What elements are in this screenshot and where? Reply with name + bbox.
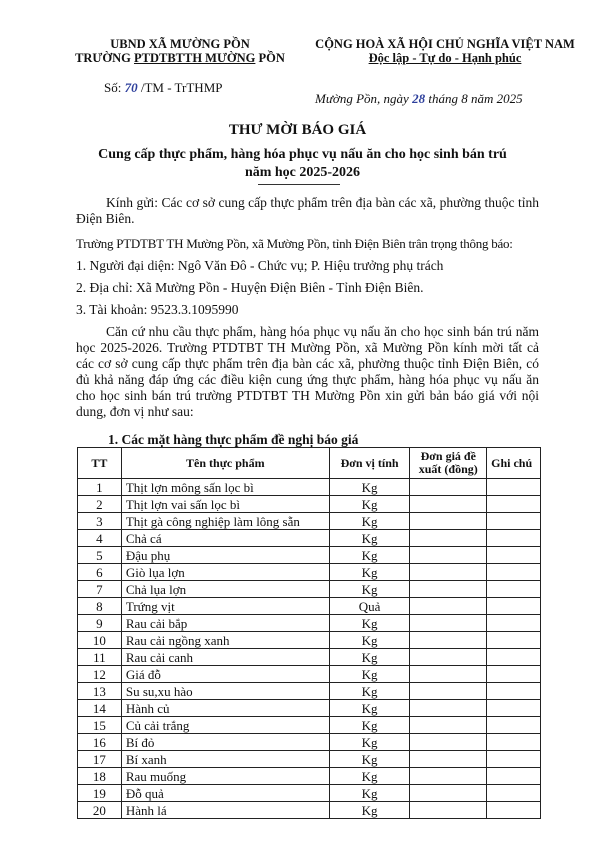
table-row bbox=[78, 751, 541, 768]
col-header-name: Tên thực phẩm bbox=[121, 448, 329, 479]
cell-note bbox=[487, 717, 541, 734]
cell-food-name: Hành củ bbox=[121, 700, 329, 717]
issuer-line-2: TRƯỜNG PTDTBTTH MƯỜNG PỒN bbox=[75, 51, 285, 65]
cell-price bbox=[410, 496, 487, 513]
cell-unit: Kg bbox=[329, 530, 410, 547]
cell-price bbox=[410, 717, 487, 734]
cell-tt: 19 bbox=[78, 785, 122, 802]
cell-note bbox=[487, 513, 541, 530]
issuer-block bbox=[60, 37, 300, 65]
cell-note bbox=[487, 615, 541, 632]
cell-unit: Kg bbox=[329, 717, 410, 734]
cell-unit: Kg bbox=[329, 683, 410, 700]
cell-food-name: Rau cải ngồng xanh bbox=[121, 632, 329, 649]
table-row bbox=[78, 734, 541, 751]
cell-tt: 9 bbox=[78, 615, 122, 632]
cell-unit: Kg bbox=[329, 547, 410, 564]
cell-note bbox=[487, 649, 541, 666]
cell-note bbox=[487, 751, 541, 768]
cell-food-name: Bí đỏ bbox=[121, 734, 329, 751]
date-day: 28 bbox=[412, 91, 426, 106]
cell-food-name: Trứng vịt bbox=[121, 598, 329, 615]
cell-food-name: Su su,xu hào bbox=[121, 683, 329, 700]
table-row bbox=[78, 802, 541, 819]
cell-food-name: Giá đỗ bbox=[121, 666, 329, 683]
basis-paragraph: Căn cứ nhu cầu thực phẩm, hàng hóa phục vụ nấu ăn cho học sinh bán trú năm học 2025-2026. Trường PTDTBT TH Mường Pồn, xã Mường Pồn kính mời tất cả các cơ sở cung cấp thực phẩm trên địa bàn các xã, phường thuộc tỉnh Điện Biên, có đủ khả năng đáp ứng các điều kiện cung ứng thực phẩm, hàng hóa phục vụ nấu ăn cho học sinh bán trú trường PTDTBT TH Mường Pồn xin gửi bản báo giá với nội dung, đơn vị như sau: bbox=[76, 324, 539, 419]
national-motto-block bbox=[300, 37, 590, 65]
title-divider bbox=[258, 184, 340, 185]
table-row bbox=[78, 785, 541, 802]
cell-tt: 6 bbox=[78, 564, 122, 581]
document-number-value: 70 bbox=[124, 80, 138, 95]
cell-tt: 18 bbox=[78, 768, 122, 785]
table-row bbox=[78, 547, 541, 564]
issuer-line-1: UBND XÃ MƯỜNG PỒN bbox=[110, 37, 250, 51]
cell-tt: 1 bbox=[78, 479, 122, 496]
cell-food-name: Thịt lợn mông sấn lọc bì bbox=[121, 479, 329, 496]
cell-food-name: Thịt lợn vai sấn lọc bì bbox=[121, 496, 329, 513]
col-header-price: Đơn giá đề xuất (đồng) bbox=[410, 448, 487, 479]
table-row bbox=[78, 666, 541, 683]
cell-price bbox=[410, 751, 487, 768]
cell-food-name: Chả lụa lợn bbox=[121, 581, 329, 598]
cell-tt: 20 bbox=[78, 802, 122, 819]
cell-price bbox=[410, 768, 487, 785]
cell-tt: 16 bbox=[78, 734, 122, 751]
cell-tt: 8 bbox=[78, 598, 122, 615]
cell-food-name: Hành lá bbox=[121, 802, 329, 819]
cell-price bbox=[410, 666, 487, 683]
cell-food-name: Đậu phụ bbox=[121, 547, 329, 564]
cell-tt: 14 bbox=[78, 700, 122, 717]
cell-unit: Kg bbox=[329, 649, 410, 666]
table-row bbox=[78, 717, 541, 734]
cell-note bbox=[487, 632, 541, 649]
cell-note bbox=[487, 700, 541, 717]
table-row bbox=[78, 530, 541, 547]
cell-price bbox=[410, 734, 487, 751]
cell-tt: 10 bbox=[78, 632, 122, 649]
table-row bbox=[78, 700, 541, 717]
cell-unit: Kg bbox=[329, 479, 410, 496]
representative-line: 1. Người đại diện: Ngô Văn Đô - Chức vụ; P. Hiệu trưởng phụ trách bbox=[76, 258, 444, 273]
document-title: THƯ MỜI BÁO GIÁ bbox=[228, 122, 367, 138]
section-title: 1. Các mặt hàng thực phẩm đề nghị báo giá bbox=[108, 432, 359, 447]
cell-price bbox=[410, 802, 487, 819]
table-row bbox=[78, 479, 541, 496]
cell-note bbox=[487, 530, 541, 547]
cell-unit: Kg bbox=[329, 513, 410, 530]
table-row bbox=[78, 632, 541, 649]
cell-price bbox=[410, 581, 487, 598]
cell-tt: 17 bbox=[78, 751, 122, 768]
cell-note bbox=[487, 785, 541, 802]
cell-price bbox=[410, 683, 487, 700]
recipient-paragraph: Kính gửi: Các cơ sở cung cấp thực phẩm trên địa bàn các xã, phường thuộc tỉnh Điện Biên. bbox=[76, 195, 539, 226]
cell-unit: Kg bbox=[329, 802, 410, 819]
announcement-paragraph: Trường PTDTBT TH Mường Pồn, xã Mường Pồn, tỉnh Điện Biên trân trọng thông báo: bbox=[76, 236, 513, 251]
table-row bbox=[78, 581, 541, 598]
cell-unit: Kg bbox=[329, 785, 410, 802]
table-row bbox=[78, 564, 541, 581]
table-row bbox=[78, 496, 541, 513]
cell-price bbox=[410, 632, 487, 649]
document-subtitle: Cung cấp thực phẩm, hàng hóa phục vụ nấu ăn cho học sinh bán trú năm học 2025-2026 bbox=[98, 147, 507, 180]
cell-note bbox=[487, 683, 541, 700]
document-number: Số: 70 /TM - TrTHMP bbox=[104, 80, 223, 95]
col-header-note: Ghi chú bbox=[487, 448, 541, 479]
cell-price bbox=[410, 564, 487, 581]
cell-unit: Kg bbox=[329, 496, 410, 513]
cell-note bbox=[487, 802, 541, 819]
table-row bbox=[78, 683, 541, 700]
cell-note bbox=[487, 734, 541, 751]
cell-unit: Quả bbox=[329, 598, 410, 615]
account-line: 3. Tài khoản: 9523.3.1095990 bbox=[76, 302, 239, 317]
cell-price bbox=[410, 479, 487, 496]
cell-note bbox=[487, 598, 541, 615]
cell-food-name: Rau muống bbox=[121, 768, 329, 785]
cell-tt: 5 bbox=[78, 547, 122, 564]
cell-food-name: Giò lụa lợn bbox=[121, 564, 329, 581]
nation-line-1: CỘNG HOÀ XÃ HỘI CHỦ NGHĨA VIỆT NAM bbox=[315, 37, 575, 51]
cell-unit: Kg bbox=[329, 751, 410, 768]
cell-food-name: Chả cá bbox=[121, 530, 329, 547]
cell-price bbox=[410, 700, 487, 717]
cell-food-name: Đỗ quả bbox=[121, 785, 329, 802]
cell-tt: 7 bbox=[78, 581, 122, 598]
cell-unit: Kg bbox=[329, 666, 410, 683]
cell-tt: 12 bbox=[78, 666, 122, 683]
cell-price bbox=[410, 649, 487, 666]
cell-note bbox=[487, 564, 541, 581]
cell-tt: 3 bbox=[78, 513, 122, 530]
table-row bbox=[78, 615, 541, 632]
cell-price bbox=[410, 530, 487, 547]
cell-unit: Kg bbox=[329, 700, 410, 717]
col-header-unit: Đơn vị tính bbox=[329, 448, 410, 479]
cell-tt: 4 bbox=[78, 530, 122, 547]
table-header-row bbox=[78, 448, 541, 479]
cell-unit: Kg bbox=[329, 564, 410, 581]
cell-price bbox=[410, 513, 487, 530]
cell-food-name: Bí xanh bbox=[121, 751, 329, 768]
cell-note bbox=[487, 496, 541, 513]
cell-food-name: Củ cải trắng bbox=[121, 717, 329, 734]
food-items-table bbox=[77, 447, 541, 819]
cell-unit: Kg bbox=[329, 734, 410, 751]
cell-tt: 15 bbox=[78, 717, 122, 734]
cell-note bbox=[487, 547, 541, 564]
cell-price bbox=[410, 615, 487, 632]
cell-food-name: Rau cải bắp bbox=[121, 615, 329, 632]
address-line: 2. Địa chỉ: Xã Mường Pồn - Huyện Điện Biên - Tỉnh Điện Biên. bbox=[76, 280, 424, 295]
cell-price bbox=[410, 547, 487, 564]
cell-unit: Kg bbox=[329, 615, 410, 632]
cell-unit: Kg bbox=[329, 632, 410, 649]
nation-line-2: Độc lập - Tự do - Hạnh phúc bbox=[368, 51, 522, 65]
table-row bbox=[78, 649, 541, 666]
cell-price bbox=[410, 785, 487, 802]
cell-note bbox=[487, 666, 541, 683]
cell-unit: Kg bbox=[329, 768, 410, 785]
cell-note bbox=[487, 581, 541, 598]
table-row bbox=[78, 513, 541, 530]
cell-tt: 11 bbox=[78, 649, 122, 666]
table-row bbox=[78, 598, 541, 615]
col-header-tt: TT bbox=[78, 448, 122, 479]
cell-food-name: Thịt gà công nghiệp làm lông sẵn bbox=[121, 513, 329, 530]
cell-unit: Kg bbox=[329, 581, 410, 598]
cell-note bbox=[487, 768, 541, 785]
cell-price bbox=[410, 598, 487, 615]
document-date: Mường Pồn, ngày 28 tháng 8 năm 2025 bbox=[315, 91, 523, 106]
cell-note bbox=[487, 479, 541, 496]
cell-tt: 2 bbox=[78, 496, 122, 513]
cell-tt: 13 bbox=[78, 683, 122, 700]
cell-food-name: Rau cải canh bbox=[121, 649, 329, 666]
table-row bbox=[78, 768, 541, 785]
